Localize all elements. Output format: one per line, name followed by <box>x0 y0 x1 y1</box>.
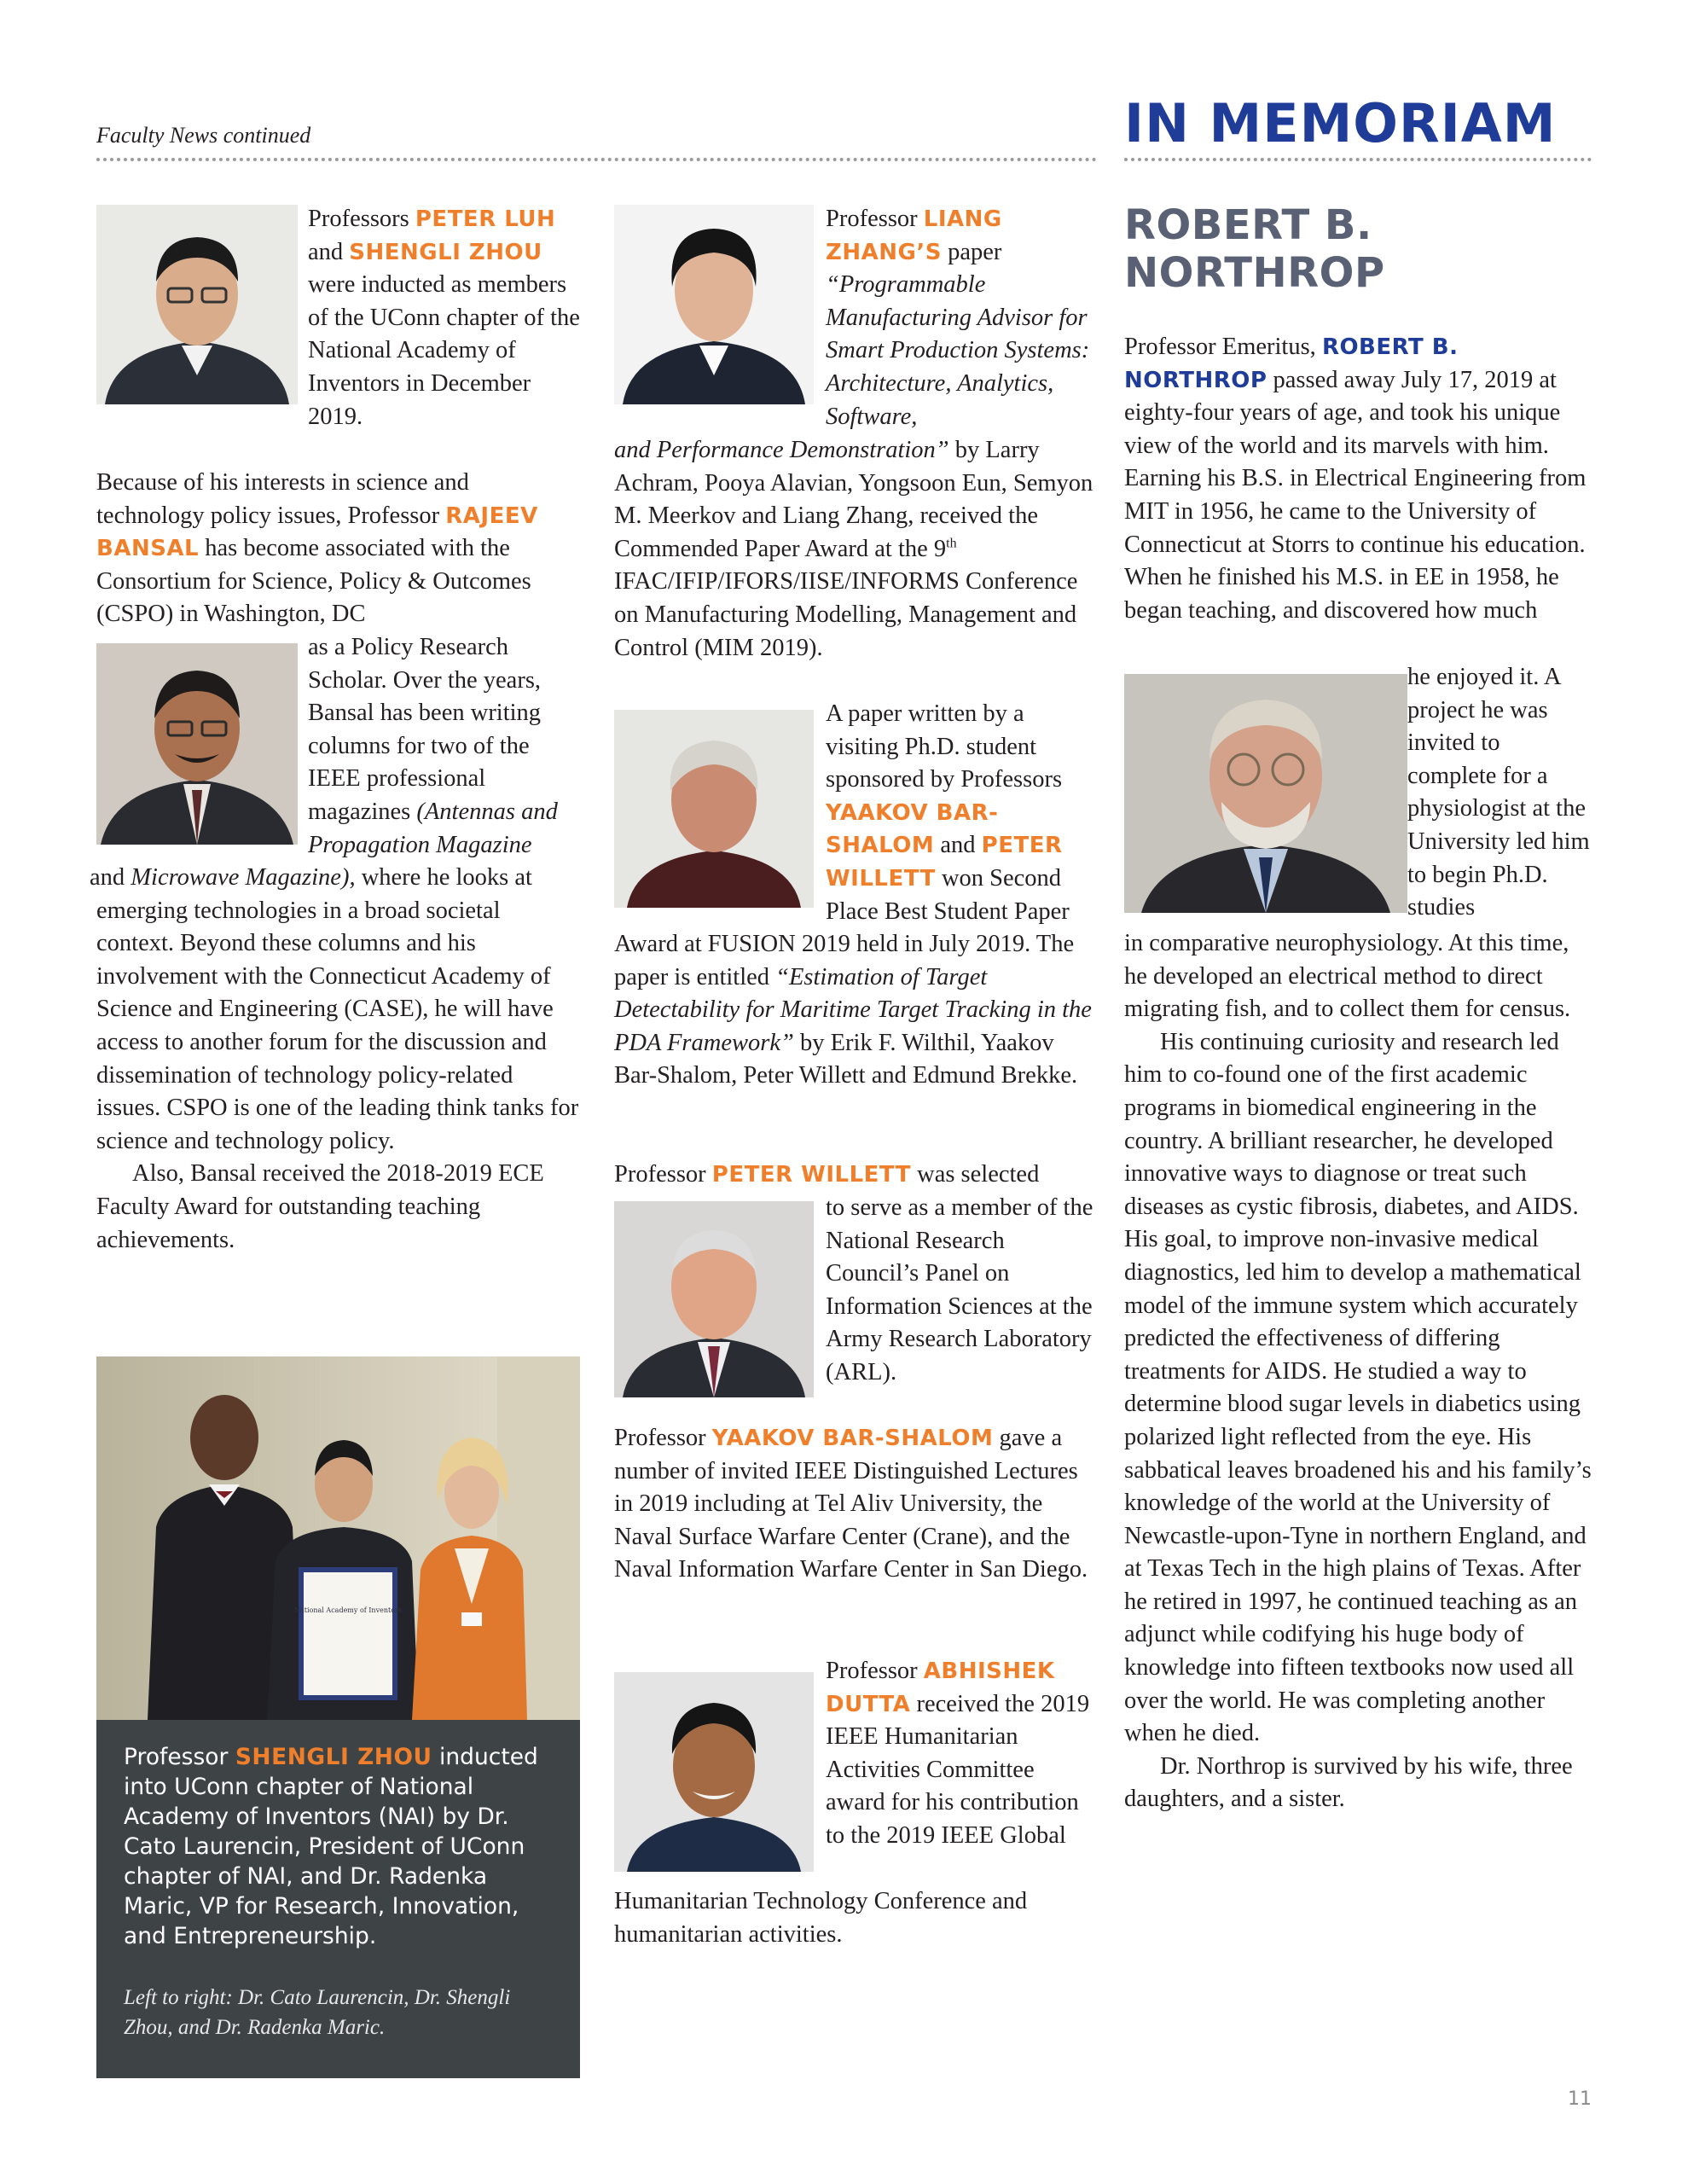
name-abhishek-dutta: ABHISHEK DUTTA <box>826 1658 1055 1717</box>
northrop-p1-post: passed away July 17, 2019 at eighty-four years of age, and took his unique view of the world and its marvels with him. Earning his B.S. in Electrical Engineering from MIT in 1956, he came to the University of Connecticut at Storrs to continue his education. When he finished his M.S. in EE in 1958, he began teaching, and discovered how much <box>1124 366 1586 624</box>
zhang-paragraph-bottom <box>614 434 1099 665</box>
luh-zhou-paragraph <box>308 203 581 433</box>
photo-peter-luh <box>96 205 298 404</box>
photo-credit: Left to right: Dr. Cato Laurencin, Dr. Shengli Zhou, and Dr. Radenka Maric. <box>124 1986 511 2039</box>
willett-paragraph-wrap: to serve as a member of the National Research Council’s Panel on Information Sciences at the Army Research Laboratory (ARL). <box>826 1194 1093 1385</box>
caption-pre: Professor <box>124 1744 235 1770</box>
dutta-paragraph-bottom: Humanitarian Technology Conference and humanitarian activities. <box>614 1888 1028 1948</box>
zhang-text-b: IFAC/IFIP/IFORS/IISE/INFORMS Conference on Manufacturing Modelling, Management and Control (MIM 2019). <box>614 568 1078 661</box>
bs-title: “Estimation of Target Detectability for Maritime Target Tracking in the PDA Framework” <box>614 963 1092 1056</box>
northrop-p1-pre: Professor Emeritus, <box>1124 334 1322 360</box>
zhang-pre: Professor <box>826 206 924 232</box>
dutta-pre: Professor <box>826 1658 924 1684</box>
zhang-text-a: by Larry Achram, Pooya Alavian, Yongsoon Eun, Semyon M. Meerkov and Liang Zhang, received the Commended Paper Award at the 9 <box>614 437 1093 562</box>
name-liang-zhang: LIANG ZHANG’S <box>826 206 1002 265</box>
ybs-paragraph <box>614 1422 1099 1587</box>
northrop-paragraph-bottom <box>1124 927 1592 1816</box>
page-number: 11 <box>1568 2088 1592 2110</box>
ybs-pre: Professor <box>614 1425 712 1451</box>
photo-yaakov-bar-shalom <box>614 710 814 908</box>
photo-peter-willett <box>614 1201 814 1397</box>
zhang-paragraph-wrap <box>826 203 1099 433</box>
photo-rajeev-bansal <box>96 643 298 845</box>
photo-liang-zhang <box>614 205 814 404</box>
bansal-text2: as a Policy Research Scholar. Over the years, Bansal has been writing columns for two of the IEEE professional magazines <box>308 634 542 825</box>
caption-post: inducted into UConn chapter of National Academy of Inventors (NAI) by Dr. Cato Laurencin, President of UConn chapter of NAI, and Dr. Radenka Maric, VP for Research, Innovation, and Entrepreneurship. <box>124 1744 538 1949</box>
bansal-italic2: Microwave Magazine), <box>131 864 356 891</box>
name-rajeev-bansal: RAJEEV BANSAL <box>96 502 538 562</box>
northrop-p2: His continuing curiosity and research led him to co-found one of the first academic programs in biomedical engineering in the country. A brilliant researcher, he developed innovative ways to diagnose or treat such diseases as cystic fibrosis, diabetes, and AIDS. His goal, to improve non-invasive medical diagnostics, led him to develop a mathematical model of the immune system which accurately predicted the effectiveness of differing treatments for AIDS. He studied a way to determine blood sugar levels in diabetics using polarized light reflected from the eye. His sabbatical leaves broadened his and his family’s knowledge of the world at the University of Newcastle-upon-Tyne in northern England, and at Texas Tech in the high plains of Texas. After he retired in 1997, he continued teaching as an adjunct while codifying his huge body of knowledge into fifteen textbooks now used all over the world. He was completing another when he died. <box>1124 1028 1592 1747</box>
willett-first-line <box>614 1159 1099 1192</box>
zhang-sup: th <box>946 536 957 551</box>
photo-nai-induction <box>96 1356 580 1720</box>
zhang-title2: and Performance Demonstration” <box>614 437 949 463</box>
bansal-paragraph-top <box>96 467 581 631</box>
name-shengli-zhou: SHENGLI ZHOU <box>349 239 542 265</box>
name-yaakov-bar-shalom-2: YAAKOV BAR-SHALOM <box>711 1426 994 1451</box>
bansal-pre: Because of his interests in science and technology policy issues, Professor <box>96 469 469 529</box>
luh-and: and <box>308 238 350 265</box>
northrop-paragraph-wrap: he enjoyed it. A project he was invited to complete for a physiologist at the University led him to begin Ph.D. studies <box>1407 664 1590 921</box>
photo-caption <box>124 1742 559 1951</box>
willett-post: was selected <box>910 1161 1040 1188</box>
northrop-p1-cont: in comparative neurophysiology. At this time, he developed an electrical method to direct migrating fish, and to collect them for census. <box>1124 930 1571 1023</box>
bansal-text1: has become associated with the Consortium for Science, Policy & Outcomes (CSPO) in Washington, DC <box>96 535 531 628</box>
bansal-paragraph-bottom <box>90 862 581 1257</box>
bs-authors: by Erik F. Wilthil, Yaakov Bar-Shalom, Peter Willett and Edmund Brekke. <box>614 1029 1078 1089</box>
bansal-and: and <box>90 864 131 891</box>
caption-name-shengli-zhou: SHENGLI ZHOU <box>235 1744 432 1770</box>
ybs-post: gave a number of invited IEEE Distinguished Lectures in 2019 including at Tel Aliv University, the Naval Surface Warfare Center (Crane), and the Naval Information Warfare Center in San Diego. <box>614 1425 1088 1583</box>
photo-abhishek-dutta <box>614 1672 814 1872</box>
zhang-paper: paper <box>941 238 1002 265</box>
bs-post: won Second Place Best Student Paper <box>826 864 1070 925</box>
photo-caption-box <box>96 1720 580 2078</box>
bs-and: and <box>934 832 982 859</box>
bansal-italic1: (Antennas and Propagation Magazine <box>308 798 558 858</box>
dutta-post: received the 2019 IEEE Humanitarian Activities Committee award for his contribution to the 2019 IEEE Global <box>826 1690 1090 1849</box>
name-yaakov-bar-shalom: YAAKOV BAR-SHALOM <box>826 799 999 859</box>
bs-pre: A paper written by a visiting Ph.D. student sponsored by Professors <box>826 700 1063 793</box>
header-divider-right <box>1124 158 1592 161</box>
photo-robert-northrop <box>1124 674 1407 913</box>
certificate-text: National Academy of Inventors <box>294 1606 402 1614</box>
bansal-text3: where he looks at emerging technologies in a broad societal context. Beyond these columns and his involvement with the Connecticut Academy of Science and Engineering (CASE), he will have access to another forum for the discussion and dissemination of technology policy-related issues. CSPO is one of the leading think tanks for science and technology policy. <box>96 864 579 1154</box>
bs-paragraph-bottom <box>614 928 1099 1093</box>
name-robert-northrop: ROBERT B. NORTHROP <box>1124 334 1459 393</box>
header-divider-left <box>96 158 1097 161</box>
memorial-name-heading: ROBERT B. NORTHROP <box>1124 201 1385 297</box>
memoriam-title: IN MEMORIAM <box>1124 92 1557 154</box>
bs-cont: Award at FUSION 2019 held in July 2019. The paper is entitled <box>614 931 1075 990</box>
luh-post: were inducted as members of the UConn chapter of the National Academy of Inventors in December 2019. <box>308 271 580 430</box>
willett-pre: Professor <box>614 1161 712 1188</box>
bansal-paragraph-wrap <box>308 631 581 862</box>
name-peter-willett: PETER WILLETT <box>826 833 1063 892</box>
zhang-title: “Programmable Manufacturing Advisor for Smart Production Systems: Architecture, Analytics, Software, <box>826 271 1090 430</box>
name-peter-willett-2: PETER WILLETT <box>711 1162 911 1188</box>
northrop-p3: Dr. Northrop is survived by his wife, three daughters, and a sister. <box>1124 1752 1573 1813</box>
bansal-award: Also, Bansal received the 2018-2019 ECE Faculty Award for outstanding teaching achievements. <box>96 1160 544 1253</box>
dutta-paragraph-wrap <box>826 1655 1099 1853</box>
luh-pre: Professors <box>308 206 415 232</box>
northrop-paragraph-top <box>1124 331 1592 627</box>
name-peter-luh: PETER LUH <box>415 206 556 232</box>
bs-paragraph-wrap <box>826 698 1099 928</box>
section-label: Faculty News continued <box>96 123 311 148</box>
